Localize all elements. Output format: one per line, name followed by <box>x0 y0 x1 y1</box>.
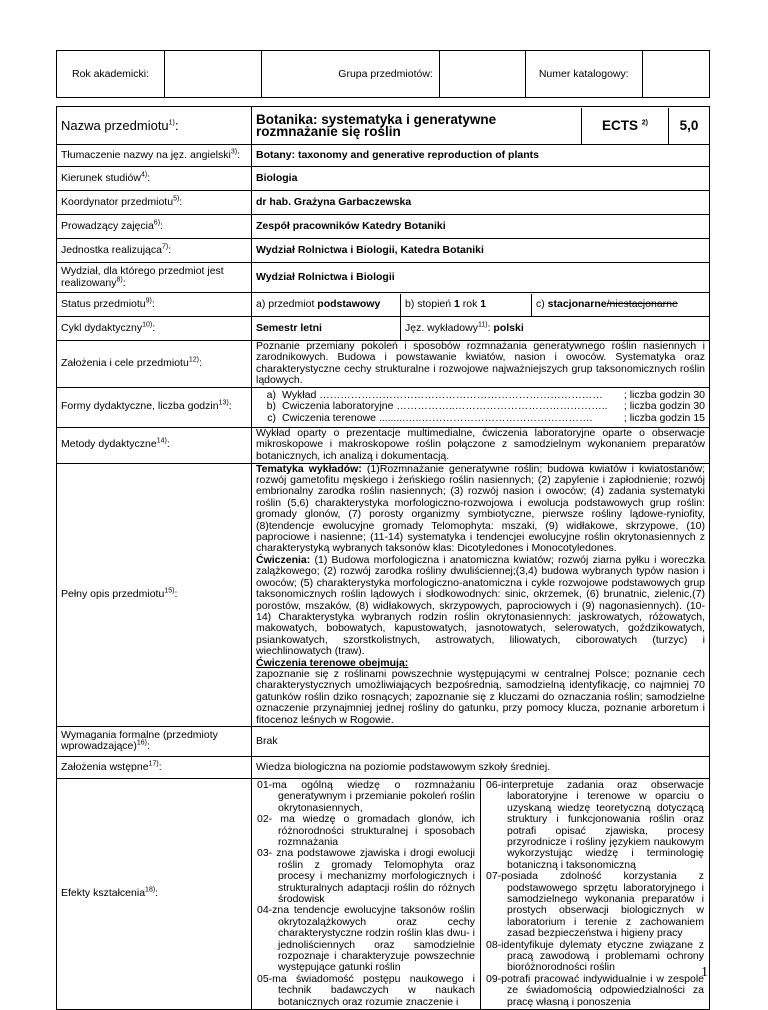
status-label: Status przedmiotu$^{9)}$: <box>57 293 252 317</box>
prerequisites-value: Wiedza biologiczna na poziomie podstawowym szkoły średniej. <box>252 756 710 778</box>
exercises-heading: Ćwiczenia: <box>256 553 311 566</box>
subject-group-value[interactable] <box>439 51 525 98</box>
unit-value: Wydział Rolnictwa i Biologii, Katedra Botaniki <box>252 239 710 263</box>
catalog-number-label: Numer katalogowy: <box>525 51 642 98</box>
outcomes-skills <box>481 779 710 1009</box>
subject-group-label: Grupa przedmiotów: <box>261 51 439 98</box>
outcome-item: 01-ma ogólną wiedzę o rozmnażaniu generatywnym i przemianie pokoleń roślin okrytonasiennych, <box>257 778 475 814</box>
prerequisites-label: Założenia wstępne$^{17)}$: <box>57 756 252 778</box>
instructors-label: Prowadzący zajęcia$^{6)}$: <box>57 215 252 239</box>
outcomes-knowledge <box>252 779 481 1009</box>
form-field: c) Ćwiczenia terenowe .........…..…………………………………………. ; liczba godzin 15 <box>267 411 705 424</box>
lectures-heading: Tematyka wykładów: <box>256 462 362 475</box>
field-of-study-value: Biologia <box>252 167 710 191</box>
goals-value: Poznanie przemiany pokoleń i sposobów rozmnażania generatywnego roślin nasiennych i zarodnikowych. Budowa i powstawanie kwiatów, nasion i owoców. Systematyka oraz charakterystyczne cechy strukturalne i rozwojowe najważniejszych grup taksonomicznych roślin lądowych. <box>252 341 710 388</box>
subject-title: Botanika: systematyka i generatywne rozmnażanie się roślin <box>252 108 582 144</box>
faculty-value: Wydział Rolnictwa i Biologii <box>252 263 710 293</box>
subject-name-label: Nazwa przedmiotu$^{1)}$: <box>57 107 252 145</box>
field-of-study-label: Kierunek studiów$^{4)}$: <box>57 167 252 191</box>
field-exercises-text: zapoznanie się z roślinami powszechnie występującymi w centralnej Polsce; poznanie cech charakterystycznych umożliwiających bezpośrednią, samodzielną identyfikację, co najmniej 70 gatunków roślin dziko rosnących; zapoznanie się z kluczami do oznaczania roślin; samodzielne oznaczenie przynajmniej jednej rośliny do gatunku, przy pomocy klucza, poznanie arboretum i fitocenoz leśnych w Rogowie. <box>256 667 705 726</box>
syllabus-table <box>56 106 710 1010</box>
status-mode: c) stacjonarne/niestacjonarne <box>536 297 678 310</box>
status-type: a) przedmiot podstawowy <box>252 294 401 316</box>
forms-value <box>252 387 710 427</box>
coordinator-label: Koordynator przedmiotu$^{5)}$: <box>57 191 252 215</box>
coordinator-value: dr hab. Grażyna Garbaczewska <box>252 191 710 215</box>
page-number: 1 <box>701 965 708 980</box>
methods-value: Wykład oparty o prezentacje multimedialne, ćwiczenia laboratoryjne oparte o obserwacje mikroskopowe i makroskopowe roślin połączone z samodzielnym wykonaniem preparatów botanicznych, ich analizą i dokumentacją. <box>252 427 710 463</box>
exercises-text: (1) Budowa morfologiczna i anatomiczna kwiatów; rozwój ziarna pyłku i woreczka zalążkowego; (2) rozwój zarodka rośliny dwuliściennej;(3,4) budowa wybranych typów nasion i owoców; (5) charakterystyka morfologiczno-anatomiczna i cykle rozwojowe podstawowych grup taksonomicznych roślin lądowych i słodkowodnych: sinic, okrzemek, (6) brunatnic, zielenic,(7) porostów, mszaków, (8) widłakowych, skrzypowych, paprociowych i (9) nagonasiennych). (10-14) Charakterystyka wybranych rodzin roślin okrytonasiennych: jaskrowatych, różowatych, makowatych, bobowatych, kapustowatych, jasnotowatych, selerowatych, goździkowatych, psiankowatych, szorstkolistnych, astrowatych, liliowatych, ciborowatych (turzyc) i wiechlinowatych (traw). <box>256 553 705 658</box>
outcome-item: 02- ma wiedzę o gromadach glonów, ich różnorodności strukturalnej i sposobach rozmnażania <box>257 813 475 848</box>
form-lecture: a) Wykład ……………………………………………………………………… ; liczba godzin 30 <box>266 389 705 402</box>
unit-label: Jednostka realizująca$^{7)}$: <box>57 239 252 263</box>
requirements-value: Brak <box>252 726 710 756</box>
outcome-item: 08-identyfikuje dylematy etyczne związane z pracą zawodową i problemami ochrony bioróżnorodności roślin <box>486 938 704 974</box>
translation-value: Botany: taxonomy and generative reproduction of plants <box>252 145 710 167</box>
header-table <box>56 50 710 98</box>
description-value <box>252 463 710 726</box>
description-label: Pełny opis przedmiotu$^{15)}$: <box>57 463 252 726</box>
field-exercises-heading: Ćwiczenia terenowe obejmują: <box>256 656 409 669</box>
instructors-value: Zespół pracowników Katedry Botaniki <box>252 215 710 239</box>
academic-year-value[interactable] <box>165 51 262 98</box>
cycle-label: Cykl dydaktyczny$^{10)}$: <box>57 317 252 341</box>
outcome-item: 05-ma świadomość postępu naukowego i technik badawczych w naukach botanicznych oraz rozumie znaczenie i <box>257 972 475 1008</box>
form-laboratory: b) Ćwiczenia laboratoryjne ……………..…………………………………….. ; liczba godzin 30 <box>266 400 705 413</box>
status-degree: b) stopień 1 rok 1 <box>401 294 532 316</box>
outcome-item: 04-zna tendencje ewolucyjne taksonów roślin okrytozalążkowych oraz cechy charakterystyczne rodzin roślin klas dwu- i jednoliściennych oraz samodzielnie rozpoznaje i charakteryzuje powszechnie występujące gatunki roślin <box>257 904 475 974</box>
methods-label: Metody dydaktyczne$^{14)}$: <box>57 427 252 463</box>
subject-name-value <box>252 107 710 145</box>
translation-label: Tłumaczenie nazwy na jęz. angielski$^{3)}$: <box>57 145 252 167</box>
outcomes-label: Efekty kształcenia$^{18)}$: <box>57 778 252 1009</box>
outcome-item: 06-interpretuje zadania oraz obserwacje laboratoryjne i terenowe w oparciu o uzyskaną wiedzę teoretyczną dotyczącą struktury i funkcjonowania roślin oraz potrafi opisać zjawiska, procesy przyrodnicze i rośliny językiem naukowym wykorzystując wiedzę i terminologię botaniczną i taksonomiczną <box>486 778 704 871</box>
ects-label: ECTS $^{2)}$ <box>582 108 669 144</box>
status-value <box>252 293 710 317</box>
forms-label: Formy dydaktyczne, liczba godzin$^{13)}$: <box>57 387 252 427</box>
academic-year-label: Rok akademicki: <box>57 51 165 98</box>
cycle-value: Semestr letni <box>252 317 401 341</box>
outcomes-value <box>252 778 710 1009</box>
ects-value: 5,0 <box>679 117 699 133</box>
catalog-number-value[interactable] <box>642 51 709 98</box>
goals-label: Założenia i cele przedmiotu$^{12)}$: <box>57 341 252 388</box>
requirements-label: Wymagania formalne (przedmioty wprowadzające)$^{16)}$: <box>57 726 252 756</box>
outcome-item: 07-posiada zdolność korzystania z podstawowego sprzętu laboratoryjnego i samodzielnego wykonania preparatów i prostych obserwacji biologicznych w laboratorium i terenie z zachowaniem zasad bezpieczeństwa i higieny pracy <box>486 870 704 940</box>
faculty-label: Wydział, dla którego przedmiot jest realizowany$^{8)}$: <box>57 263 252 293</box>
outcome-item: 09-potrafi pracować indywidualnie i w zespole ze świadomością odpowiedzialności za pracę własną i ponoszenia <box>486 972 704 1008</box>
language-value: Jęz. wykładowy$^{11)}$: polski <box>401 317 710 341</box>
outcome-item: 03- zna podstawowe zjawiska i drogi ewolucji roślin z gromady Telomophyta oraz procesy i mechanizmy morfologicznych i strukturalnych adaptacji roślin do różnych środowisk <box>257 847 475 906</box>
lectures-text: (1)Rozmnażanie generatywne roślin; budowa kwiatów i kwiatostanów; rozwój gametofitu męskiego i żeńskiego roślin nasiennych; (2) zapylenie i zapłodnienie; rozwój embrionalny zarodka roślin nasiennych; (3) rozwój nasion i owoców; (4) zadania systematyki roślin (5,6) charakterystyka morfologiczno-rozwojowa i ewolucja podstawowych grup roślin: gromady glonów, (7) porosty organizmy symbiotyczne, pierwsze rośliny lądowe-ryniofity, (8)tendencje ewolucyjne gromady Telomophyta: mszaki, (9) widłakowe, skrzypowe, (10) paprociowe i nasienne; (11-14) systematyka i tendencjei ewolucyjne roślin okrytonasiennych z charakterystyką wybranych taksonów klas: Dicotyledones i Monocotyledones. <box>256 462 705 555</box>
